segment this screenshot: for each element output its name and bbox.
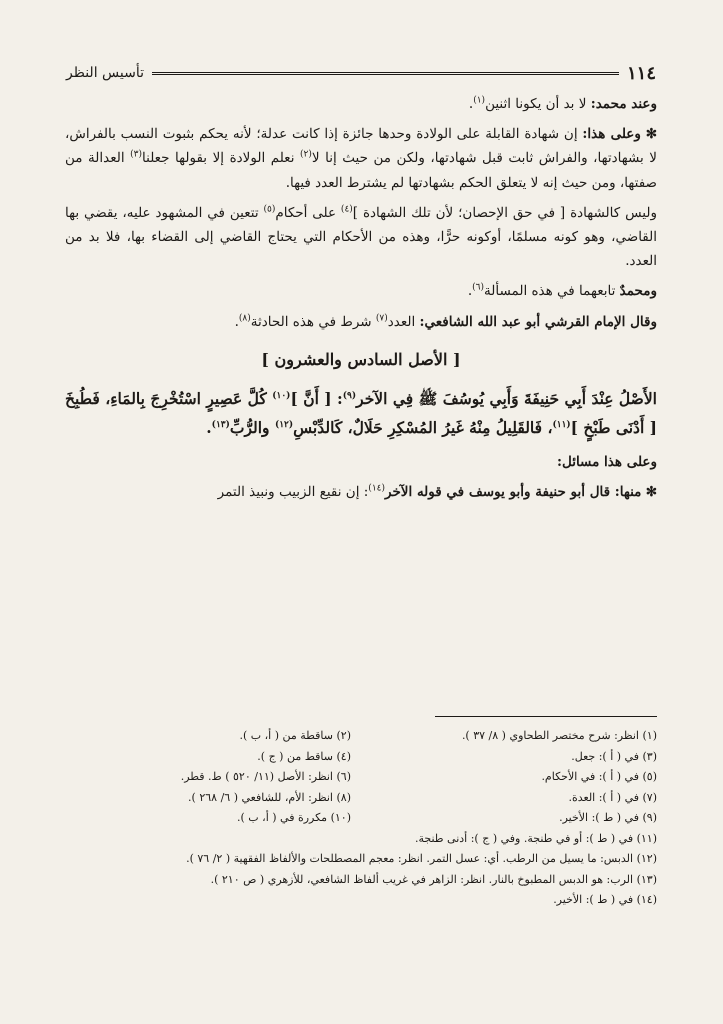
header-rule xyxy=(152,72,619,75)
paragraph-text: شرط في هذه الحادثة xyxy=(250,313,372,330)
paragraph-text: على أحكام xyxy=(275,204,337,221)
paragraph xyxy=(65,201,657,274)
footnote: (١٢) الدبس: ما يسيل من الرطب. أي: عسل التمر. انظر: معجم المصطلحات والألفاظ الفقهية ( ٢/ ٧٦ ). xyxy=(186,852,657,865)
paragraph xyxy=(65,480,657,504)
footnote-ref: (١٣) xyxy=(211,419,230,430)
page-number: ١١٤ xyxy=(626,62,656,84)
principle-part: والرُّبِّ xyxy=(229,418,270,438)
paragraph-text: : إن نقيع الزبيب ونبيذ التمر xyxy=(217,484,369,501)
paragraph-text: إن شهادة القابلة على الولادة وحدها جائزة إذا كانت عدلة؛ لأنه يحكم بثبوت النسب بالفراش، لا بشهادتها، والفراش ثابت قبل شهادتها، ولكن من حيث إنا لا xyxy=(65,126,657,167)
paragraph-text: تابعهما في هذه المسألة xyxy=(484,283,616,300)
subsection-label: وعلى هذا مسائل: xyxy=(556,454,657,471)
footnote: (٣) في ( أ ): جعل. xyxy=(571,749,657,763)
footnote-ref: (١٠) xyxy=(272,390,291,401)
footnote: (١١) في ( ط ): أو في طنجة. وفي ( ج ): أدنى طنجة. xyxy=(414,831,657,845)
paragraph-label: منها: قال أبو حنيفة وأبو يوسف في قوله الآخر xyxy=(385,484,642,501)
paragraph-label: وعند محمد: xyxy=(590,96,657,112)
paragraph-text: لا بد أن يكونا اثنين xyxy=(485,96,587,112)
footnote-ref: (٤) xyxy=(340,204,353,215)
footnote-ref: (٥) xyxy=(263,204,276,215)
principle-part: الأَصْلُ عِنْدَ أَبِي حَنِيفَةَ وَأَبِي يُوسُفَ ﷺ فِي الآخر xyxy=(356,389,657,409)
paragraph-label: ومحمدٌ xyxy=(619,283,657,300)
footnote: (٥) في ( أ ): في الأحكام. xyxy=(541,770,657,783)
footnote: (١) انظر: شرح مختصر الطحاوي ( ٨/ ٣٧ ). xyxy=(461,729,657,742)
paragraph: وقال الإمام القرشي أبو عبد الله الشافعي: العدد$^{(٧)}$ شرط في هذه الحادثة$^{(٨)}$. xyxy=(234,313,657,330)
footnote: (١٣) الرب: هو الدبس المطبوخ بالنار. انظر: الزاهر في غريب ألفاظ الشافعي، للأزهري ( ص ٢١٠ ). xyxy=(210,872,657,886)
footnote-ref: (٩) xyxy=(342,390,357,401)
principle-text: الأَصْلُ عِنْدَ أَبِي حَنِيفَةَ وَأَبِي يُوسُفَ ﷺ فِي الآخر$^{(٩)}$: [ أَنَّ ]$^{(١٠)}$ كُلَّ عَصِيرٍ اسْتُخْرِجَ بِالمَاءِ، فَطُبِخَ [ أَدْنَى طَبْخٍ ]$^{(١١)}$، فَالقَلِيلُ مِنْهُ غَيرُ المُسْكِرِ حَلَالٌ، كَالدِّبْسِ$^{(١٢)}$ والرُّبِّ$^{(١٣)}$. xyxy=(65,389,657,438)
paragraph: ومحمدٌ تابعهما في هذه المسألة$^{(٦)}$. xyxy=(467,282,657,300)
footnote-ref: (٨) xyxy=(238,313,251,324)
footnote-ref: (١٤) xyxy=(368,483,385,494)
paragraph xyxy=(65,122,657,195)
section-heading: [ الأصل السادس والعشرون ] xyxy=(261,349,461,369)
running-title: تأسيس النظر xyxy=(66,65,145,81)
footnote: (٢) ساقطة من ( أ، ب ). xyxy=(239,729,351,742)
footnote-ref: (١) xyxy=(473,95,486,106)
footnote-ref: (٢) xyxy=(300,149,312,160)
principle-part: ، فَالقَلِيلُ مِنْهُ غَيرُ المُسْكِرِ حَلَالٌ، كَالدِّبْسِ xyxy=(293,418,553,438)
footnote: (١٤) في ( ط ): الأخير. xyxy=(553,893,657,906)
paragraph-text: العدد xyxy=(387,313,416,330)
paragraph-text: نعلم الولادة إلا بقولها جعلنا xyxy=(142,150,295,167)
asterisk-icon: ✻ xyxy=(645,484,657,501)
paragraph: وعند محمد: لا بد أن يكونا اثنين$^{(١)}$. xyxy=(468,95,657,112)
footnotes xyxy=(65,726,657,911)
asterisk-icon: ✻ xyxy=(645,126,658,143)
main-text xyxy=(65,92,657,510)
footnote-ref: (٧) xyxy=(375,313,388,324)
footnote: (٨) انظر: الأم، للشافعي ( ٦/ ٢٦٨ ). xyxy=(188,790,351,804)
paragraph-text: العدالة من صفتها، ومن حيث إنه لا يتعلق الحكم بشهادتها لم يشترط العدد فيها. xyxy=(65,150,657,191)
footnote-ref: (١١) xyxy=(552,419,571,430)
footnote-ref: (٣) xyxy=(130,149,143,160)
principle-part: : [ أَنَّ ] xyxy=(290,389,343,409)
footnote: (٩) في ( ط ): الأخير. xyxy=(559,811,657,824)
footnote-ref: (٦) xyxy=(472,282,485,293)
principle-part: كُلَّ عَصِيرٍ اسْتُخْرِجَ بِالمَاءِ، فَطُبِخَ [ أَدْنَى طَبْخٍ ] xyxy=(65,389,657,438)
footnote: (٦) انظر: الأصل (١١/ ٥٢٠ ) ط. قطر. xyxy=(180,770,351,783)
footnote-ref: (١٢) xyxy=(274,419,294,430)
footnote: (١٠) مكررة في ( أ، ب ). xyxy=(237,811,351,824)
page-header xyxy=(66,62,656,84)
paragraph-label: وقال الإمام القرشي أبو عبد الله الشافعي: xyxy=(419,313,657,330)
footnote: (٤) ساقط من ( ج ). xyxy=(257,749,351,763)
paragraph-text: تتعين في المشهود عليه، يقضي بها القاضي، وهو كونه مسلمًا، أوكونه حرًّا، وهذه من الأحكام التي يحتاج القاضي إلى القضاء بها، فلا بد من العدد. xyxy=(65,204,657,270)
paragraph-label: وعلى هذا: xyxy=(582,126,641,143)
footnote-rule xyxy=(435,716,657,717)
footnote: (٧) في ( أ ): العدة. xyxy=(568,790,657,804)
footnote-grid xyxy=(65,726,657,829)
paragraph-text: وليس كالشهادة [ في حق الإحصان؛ لأن تلك الشهادة ] xyxy=(352,204,657,221)
